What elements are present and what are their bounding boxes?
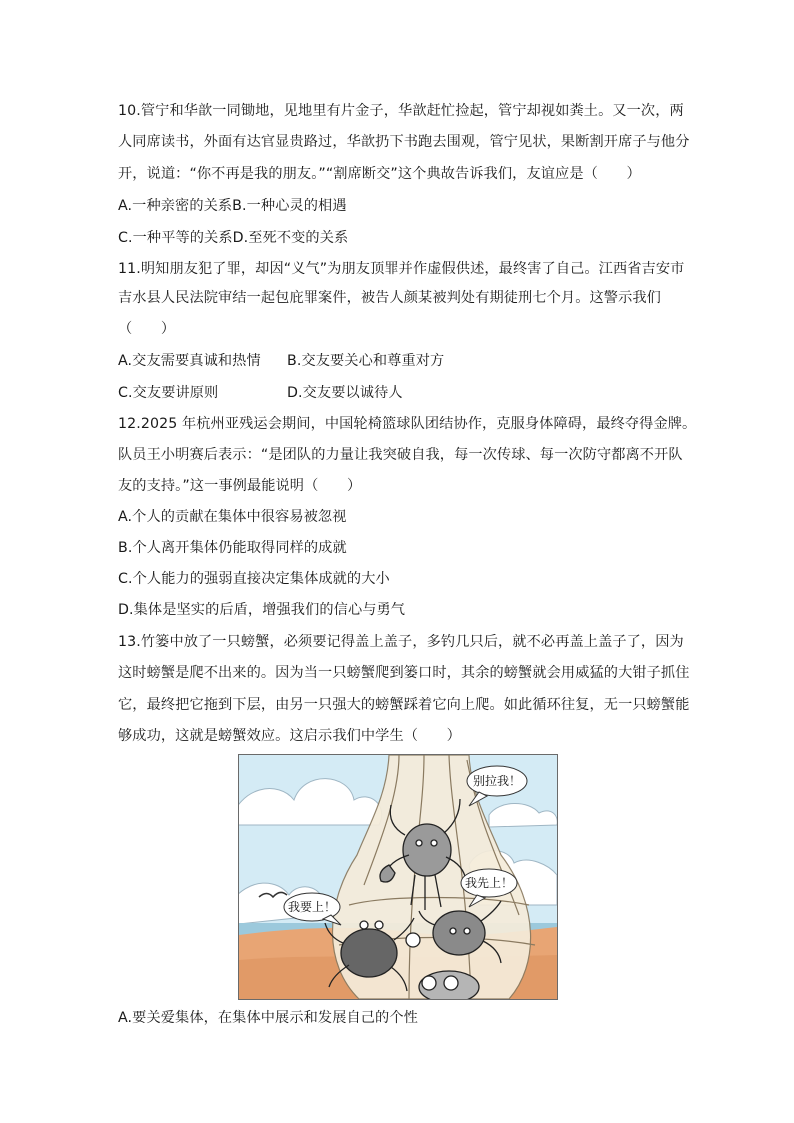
bubble-text-left: 我要上！ <box>287 900 337 914</box>
q11-stem-line-3: （ ） <box>118 321 176 337</box>
q10-stem-line-1: 10.管宁和华歆一同锄地，见地里有片金子，华歆赶忙捡起，管宁却视如粪土。又一次，两 <box>118 103 684 119</box>
q10-stem-line-3: 开，说道：“你不再是我的朋友。”“割席断交”这个典故告诉我们，友谊应是（ ） <box>118 166 641 182</box>
bubble-text-right: 我先上！ <box>464 876 514 890</box>
q13-stem-line-1: 13.竹篓中放了一只螃蟹，必须要记得盖上盖子，多钓几只后，就不必再盖上盖子了，因为 <box>118 634 684 650</box>
q13-option-a: A.要关爱集体，在集体中展示和发展自己的个性 <box>118 1010 418 1026</box>
q12-stem-line-2: 队员王小明赛后表示：“是团队的力量让我突破自我，每一次传球、每一次防守都离不开队 <box>118 447 683 463</box>
q13-stem-line-4: 够成功，这就是螃蟹效应。这启示我们中学生（ ） <box>118 728 461 744</box>
bubble-text-top: 别拉我！ <box>472 774 522 788</box>
q12-option-b: B.个人离开集体仍能取得同样的成就 <box>118 540 347 556</box>
q10-stem-line-2: 人同席读书，外面有达官显贵路过，华歆扔下书跑去围观，管宁见状，果断割开席子与他分 <box>118 134 690 150</box>
q12-option-c: C.个人能力的强弱直接决定集体成就的大小 <box>118 571 390 587</box>
q10-option-cd: C.一种平等的关系D.至死不变的关系 <box>118 230 349 246</box>
crab-cartoon-figure <box>238 754 558 1000</box>
q11-option-a: A.交友需要真诚和热情 <box>118 353 261 369</box>
q11-stem-line-1: 11.明知朋友犯了罪，却因“义气”为朋友顶罪并作虚假供述，最终害了自己。江西省吉安市 <box>118 261 685 277</box>
q12-option-a: A.个人的贡献在集体中很容易被忽视 <box>118 509 347 525</box>
q13-stem-line-3: 它，最终把它拖到下层，由另一只强大的螃蟹踩着它向上爬。如此循环往复，无一只螃蟹能 <box>118 697 690 713</box>
q11-stem-line-2: 吉水县人民法院审结一起包庇罪案件，被告人颜某被判处有期徒刑七个月。这警示我们 <box>118 290 661 306</box>
q12-stem-line-3: 友的支持。”这一事例最能说明（ ） <box>118 478 362 494</box>
q12-stem-line-1: 12.2025 年杭州亚残运会期间，中国轮椅篮球队团结协作，克服身体障碍，最终夺得金牌。 <box>118 416 697 432</box>
q10-option-ab: A.一种亲密的关系B.一种心灵的相遇 <box>118 198 347 214</box>
q11-option-c: C.交友要讲原则 <box>118 385 219 401</box>
q13-stem-line-2: 这时螃蟹是爬不出来的。因为当一只螃蟹爬到篓口时，其余的螃蟹就会用威猛的大钳子抓住 <box>118 665 690 681</box>
q11-option-b: B.交友要关心和尊重对方 <box>287 353 445 369</box>
bottom-crab <box>419 971 479 999</box>
q11-option-d: D.交友要以诚待人 <box>287 385 403 401</box>
q12-option-d: D.集体是坚实的后盾，增强我们的信心与勇气 <box>118 602 406 618</box>
